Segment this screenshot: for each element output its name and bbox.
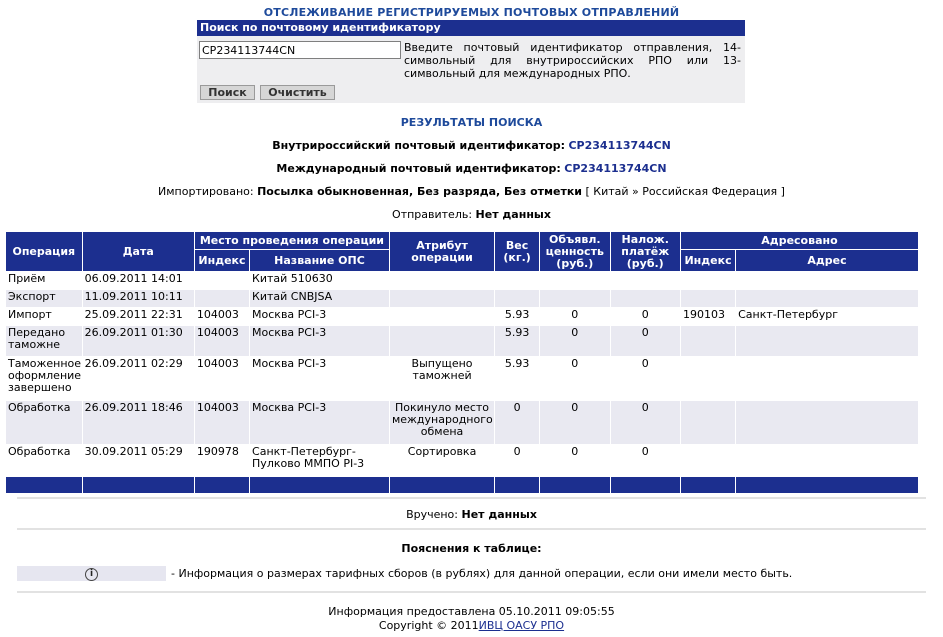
cod-cell xyxy=(611,290,680,307)
domestic-id-value: CP234113744CN xyxy=(568,139,671,152)
divider xyxy=(17,591,926,593)
date-cell: 11.09.2011 10:11 xyxy=(83,290,194,307)
divider xyxy=(17,497,926,499)
table-row xyxy=(6,357,918,400)
index-cell: 190978 xyxy=(195,445,249,476)
addr-index-cell xyxy=(681,290,735,307)
date-cell: 26.09.2011 02:29 xyxy=(83,357,194,400)
info-icon: i xyxy=(85,568,98,581)
address-cell xyxy=(736,326,918,356)
cod-cell xyxy=(611,272,680,289)
ops-name-cell: Москва PCI-3 xyxy=(250,401,389,444)
table-footer-cell xyxy=(736,477,918,493)
addr-index-cell: 190103 xyxy=(681,308,735,325)
table-row xyxy=(6,445,918,476)
table-footer-cell xyxy=(681,477,735,493)
cod-cell: 0 xyxy=(611,401,680,444)
op-cell: Обработка xyxy=(6,445,82,476)
col-addressed: Адресовано xyxy=(681,232,918,249)
legend-icon-cell xyxy=(17,566,166,581)
search-header: Поиск по почтовому идентификатору xyxy=(197,20,745,36)
cod-cell: 0 xyxy=(611,445,680,476)
delivered-value: Нет данных xyxy=(461,508,537,521)
intl-id-label: Международный почтовый идентификатор: xyxy=(276,162,561,175)
col-cod: Налож. платёж (руб.) xyxy=(611,232,680,271)
col-declared: Объявл. ценность (руб.) xyxy=(540,232,609,271)
domestic-id-line xyxy=(0,139,943,152)
tracking-number-input[interactable] xyxy=(199,41,401,59)
footer-link[interactable]: ИВЦ ОАСУ РПО xyxy=(478,619,565,632)
address-cell xyxy=(736,290,918,307)
cod-cell: 0 xyxy=(611,308,680,325)
declared-cell: 0 xyxy=(540,326,609,356)
cod-cell: 0 xyxy=(611,326,680,356)
operations-table xyxy=(5,231,919,494)
date-cell: 26.09.2011 01:30 xyxy=(83,326,194,356)
sender-line xyxy=(0,208,943,221)
index-cell xyxy=(195,272,249,289)
intl-id-value: CP234113744CN xyxy=(564,162,667,175)
address-cell xyxy=(736,445,918,476)
intl-id-line xyxy=(0,162,943,175)
col-operation: Операция xyxy=(6,232,82,271)
address-cell xyxy=(736,401,918,444)
date-cell: 06.09.2011 14:01 xyxy=(83,272,194,289)
col-weight: Вес (кг.) xyxy=(495,232,539,271)
index-cell: 104003 xyxy=(195,357,249,400)
addr-index-cell xyxy=(681,357,735,400)
table-footer-cell xyxy=(6,477,82,493)
attribute-cell: Сортировка xyxy=(390,445,494,476)
date-cell: 25.09.2011 22:31 xyxy=(83,308,194,325)
col-addr-index: Индекс xyxy=(681,250,735,271)
table-row xyxy=(6,272,918,289)
address-cell xyxy=(736,357,918,400)
col-index: Индекс xyxy=(195,250,249,271)
table-footer-row xyxy=(6,477,918,493)
results-title: РЕЗУЛЬТАТЫ ПОИСКА xyxy=(400,116,543,129)
weight-cell: 0 xyxy=(495,401,539,444)
page-title: ОТСЛЕЖИВАНИЕ РЕГИСТРИРУЕМЫХ ПОЧТОВЫХ ОТПРАВЛЕНИЙ xyxy=(263,6,680,19)
declared-cell: 0 xyxy=(540,445,609,476)
ops-name-cell: Москва PCI-3 xyxy=(250,357,389,400)
index-cell: 104003 xyxy=(195,326,249,356)
footer-info: Информация предоставлена 05.10.2011 09:05:55 xyxy=(328,605,615,618)
declared-cell xyxy=(540,272,609,289)
table-footer-cell xyxy=(540,477,609,493)
declared-cell: 0 xyxy=(540,357,609,400)
ops-name-cell: Москва PCI-3 xyxy=(250,326,389,356)
col-attribute: Атрибут операции xyxy=(390,232,494,271)
imported-type: Посылка обыкновенная, Без разряда, Без отметки xyxy=(257,185,583,198)
addr-index-cell xyxy=(681,326,735,356)
search-hint: Введите почтовый идентификатор отправления, 14-символьный для внутрироссийских РПО или 13-символьный для международных РПО. xyxy=(404,41,741,80)
date-cell: 30.09.2011 05:29 xyxy=(83,445,194,476)
attribute-cell xyxy=(390,326,494,356)
addr-index-cell xyxy=(681,401,735,444)
addr-index-cell xyxy=(681,445,735,476)
op-cell: Передано таможне xyxy=(6,326,82,356)
op-cell: Импорт xyxy=(6,308,82,325)
import-info-line xyxy=(0,185,943,198)
divider xyxy=(17,528,926,530)
op-cell: Обработка xyxy=(6,401,82,444)
declared-cell: 0 xyxy=(540,308,609,325)
delivered-line xyxy=(0,508,943,521)
imported-label: Импортировано: xyxy=(158,185,254,198)
search-button[interactable]: Поиск xyxy=(200,85,255,100)
table-footer-cell xyxy=(390,477,494,493)
op-cell: Экспорт xyxy=(6,290,82,307)
weight-cell: 5.93 xyxy=(495,326,539,356)
address-cell xyxy=(736,272,918,289)
index-cell xyxy=(195,290,249,307)
table-footer-cell xyxy=(611,477,680,493)
op-cell: Таможенное оформление завершено xyxy=(6,357,82,400)
weight-cell: 5.93 xyxy=(495,357,539,400)
legend-text: - Информация о размерах тарифных сборов (в рублях) для данной операции, если они имели место быть. xyxy=(171,567,793,580)
cod-cell: 0 xyxy=(611,357,680,400)
attribute-cell xyxy=(390,290,494,307)
table-row xyxy=(6,326,918,356)
ops-name-cell: Китай 510630 xyxy=(250,272,389,289)
col-date: Дата xyxy=(83,232,194,271)
sender-label: Отправитель: xyxy=(392,208,473,221)
attribute-cell xyxy=(390,308,494,325)
clear-button[interactable]: Очистить xyxy=(260,85,335,100)
footer-copyright-line xyxy=(0,619,943,632)
table-footer-cell xyxy=(495,477,539,493)
attribute-cell xyxy=(390,272,494,289)
footer-copyright: Copyright © 2011 xyxy=(378,619,479,632)
date-cell: 26.09.2011 18:46 xyxy=(83,401,194,444)
table-row xyxy=(6,308,918,325)
table-footer-cell xyxy=(195,477,249,493)
table-row xyxy=(6,290,918,307)
col-place: Место проведения операции xyxy=(195,232,389,249)
route: [ Китай » Российская Федерация ] xyxy=(585,185,785,198)
search-panel xyxy=(197,20,745,103)
index-cell: 104003 xyxy=(195,308,249,325)
table-footer-cell xyxy=(83,477,194,493)
attribute-cell: Выпущено таможней xyxy=(390,357,494,400)
legend-title: Пояснения к таблице: xyxy=(401,542,542,555)
ops-name-cell: Санкт-Петербург-Пулково ММПО PI-3 xyxy=(250,445,389,476)
weight-cell xyxy=(495,290,539,307)
table-footer-cell xyxy=(250,477,389,493)
weight-cell: 5.93 xyxy=(495,308,539,325)
col-ops-name: Название ОПС xyxy=(250,250,389,271)
weight-cell: 0 xyxy=(495,445,539,476)
domestic-id-label: Внутрироссийский почтовый идентификатор: xyxy=(272,139,565,152)
index-cell: 104003 xyxy=(195,401,249,444)
addr-index-cell xyxy=(681,272,735,289)
table-row xyxy=(6,401,918,444)
address-cell: Санкт-Петербург xyxy=(736,308,918,325)
col-address: Адрес xyxy=(736,250,918,271)
op-cell: Приём xyxy=(6,272,82,289)
delivered-label: Вручено: xyxy=(406,508,458,521)
weight-cell xyxy=(495,272,539,289)
sender-value: Нет данных xyxy=(475,208,551,221)
attribute-cell: Покинуло место международного обмена xyxy=(390,401,494,444)
declared-cell xyxy=(540,290,609,307)
ops-name-cell: Китай CNBJSA xyxy=(250,290,389,307)
ops-name-cell: Москва PCI-3 xyxy=(250,308,389,325)
declared-cell: 0 xyxy=(540,401,609,444)
